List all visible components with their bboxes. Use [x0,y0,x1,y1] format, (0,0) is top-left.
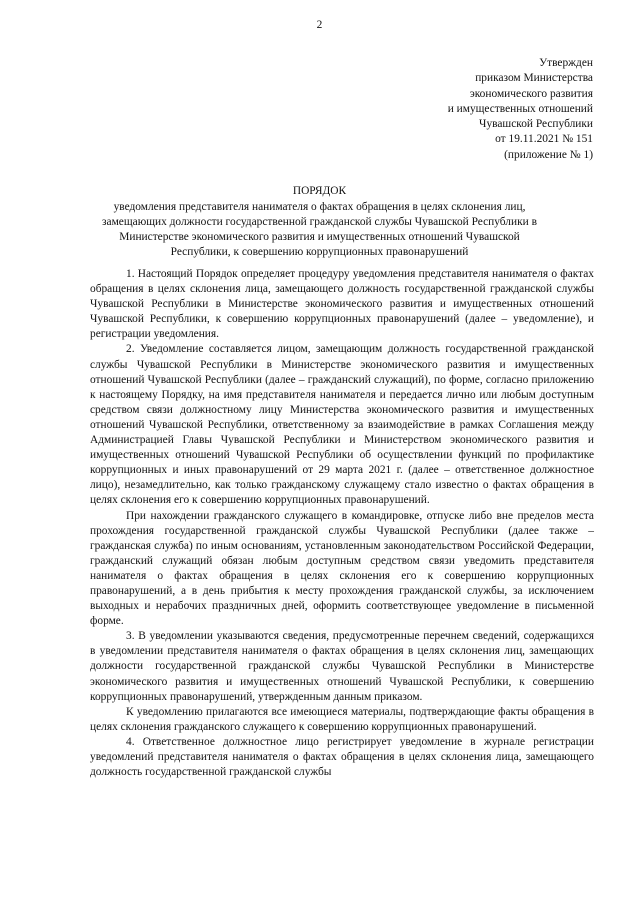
subtitle-line: замещающих должности государственной гражданской службы Чувашской Республики в [102,216,537,229]
approval-line: Чувашской Республики [479,118,593,131]
paragraph: При нахождении гражданского служащего в командировке, отпуске либо вне пределов места прохождения государственной гражданской службы Чувашской Республики (далее также – гражданская служба) по иным основаниям, установленным законодательством Российской Федерации, гражданский служащий обязан любым доступным средством связи уведомить представителя нанимателя о фактах обращения в целях склонения его к совершению коррупционных правонарушений, а в день прибытия к месту прохождения гражданской службы, за исключением выходных и нерабочих праздничных дней, оформить соответствующее уведомление в письменной форме. [90,509,594,628]
paragraph: 3. В уведомлении указываются сведения, предусмотренные перечнем сведений, содержащихся в уведомлении представителя нанимателя о фактах обращения в целях склонения лиц, замещающих должности государственной гражданской службы Чувашской Республики в Министерстве экономического развития и имущественных отношений Чувашской Республики, к совершению коррупционных правонарушений, утвержденным данным приказом. [90,630,594,703]
paragraph: 2. Уведомление составляется лицом, замещающим должность государственной гражданской службы Чувашской Республики в Министерстве экономического развития и имущественных отношений Чувашской Республики (далее – гражданский служащий), по форме, согласно приложению к настоящему Порядку, на имя представителя нанимателя и передается лично или любым доступным средством связи должностному лицу Министерства экономического развития и имущественных отношений Чувашской Республики, ответственному за взаимодействие в рамках Соглашения между Администрацией Главы Чувашской Республики и Министерством экономического развития и имущественных отношений Чувашской Республики об осуществлении функций по профилактике коррупционных и иных правонарушений от 29 марта 2021 г. (далее – ответственное должностное лицо), незамедлительно, как только гражданскому служащему стало известно о фактах обращения в целях склонения его к совершению коррупционных правонарушений. [90,343,594,507]
approval-block [448,56,593,163]
document-body [90,267,594,780]
subtitle-line: Республики, к совершению коррупционных правонарушений [170,246,469,259]
approval-line: Утвержден [539,57,593,69]
approval-line: (приложение № 1) [504,148,593,161]
document-heading [0,184,639,260]
paragraph: 4. Ответственное должностное лицо регистрирует уведомление в журнале регистрации уведомлений представителя нанимателя о фактах обращения в целях склонения лица, замещающего должность государственной гражданской службы [90,735,594,779]
approval-line: от 19.11.2021 № 151 [495,133,593,146]
subtitle-line: уведомления представителя нанимателя о фактах обращения в целях склонения лиц, [113,201,526,214]
approval-line: экономического развития [469,87,593,100]
paragraph: 1. Настоящий Порядок определяет процедуру уведомления представителя нанимателя о фактах обращения в целях склонения лица, замещающего должность государственной гражданской службы Чувашской Республики в Министерстве экономического развития и имущественных отношений Чувашской Республики, к совершению коррупционных правонарушений (далее – уведомление), и регистрации уведомления. [90,268,594,341]
approval-line: приказом Министерства [475,72,593,85]
paragraph: К уведомлению прилагаются все имеющиеся материалы, подтверждающие факты обращения в целях склонения гражданского служащего к совершению коррупционных правонарушений. [90,705,594,733]
document-subtitle [85,200,555,260]
page-number: 2 [316,19,323,31]
subtitle-line: Министерстве экономического развития и имущественных отношений Чувашской [119,231,520,244]
approval-line: и имущественных отношений [447,102,593,115]
document-title: ПОРЯДОК [292,185,347,197]
